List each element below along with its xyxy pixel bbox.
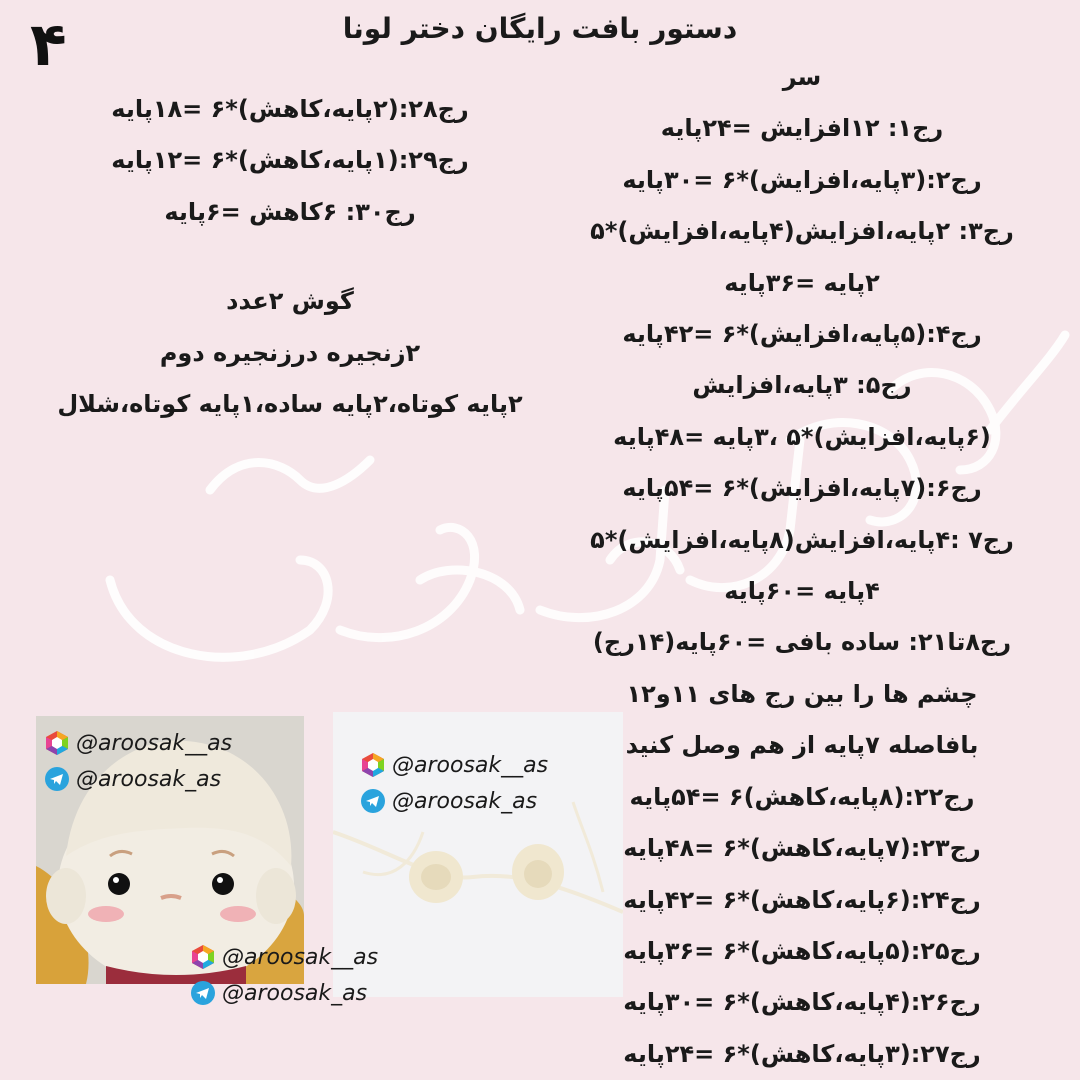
instruction-line: بافاصله ۷پایه از هم وصل کنید bbox=[625, 731, 979, 760]
instruction-line: (۶پایه،افزایش)*۵ ،۳پایه =۴۸پایه bbox=[613, 422, 991, 451]
telegram-handle[interactable] bbox=[360, 788, 537, 814]
instruction-line: رج۸تا۲۱: ساده بافی =۶۰پایه(۱۴رج) bbox=[592, 628, 1012, 657]
telegram-icon bbox=[360, 788, 386, 814]
instruction-line: رج۴:(۵پایه،افزایش)*۶ =۴۲پایه bbox=[622, 320, 982, 349]
instruction-line: رج۷ :۴پایه،افزایش(۸پایه،افزایش)*۵ bbox=[590, 525, 1014, 554]
telegram-icon bbox=[190, 980, 216, 1006]
telegram-handle-text: @aroosak_as bbox=[222, 980, 368, 1006]
head-instructions bbox=[552, 52, 1052, 1080]
instruction-line: رج۶:(۷پایه،افزایش)*۶ =۵۴پایه bbox=[622, 474, 982, 503]
instruction-line: ۲پایه کوتاه،۲پایه ساده،۱پایه کوتاه،شلال bbox=[57, 390, 523, 419]
instruction-line: رج۲۶:(۴پایه،کاهش)*۶ =۳۰پایه bbox=[623, 988, 981, 1017]
instruction-line: رج۲۸:(۲پایه،کاهش)*۶ =۱۸پایه bbox=[111, 95, 469, 123]
instruction-line: ۲پایه =۳۶پایه bbox=[724, 268, 880, 297]
instruction-line: رج۲۷:(۳پایه،کاهش)*۶ =۲۴پایه bbox=[623, 1039, 981, 1068]
instruction-line: رج۲۴:(۶پایه،کاهش)*۶ =۴۲پایه bbox=[623, 885, 981, 914]
instruction-line: ۲زنجیره درزنجیره دوم bbox=[159, 338, 421, 367]
telegram-handle-text: @aroosak_as bbox=[76, 766, 222, 792]
instruction-line: رج۵: ۳پایه،افزایش bbox=[692, 371, 912, 400]
brand-hexagon-icon bbox=[44, 730, 70, 756]
instagram-handle[interactable] bbox=[44, 730, 232, 756]
instruction-line: رج۲:(۳پایه،افزایش)*۶ =۳۰پایه bbox=[622, 165, 982, 194]
page-number: ۴ bbox=[30, 10, 67, 80]
ear-instructions bbox=[40, 84, 540, 430]
instruction-line: رج۳: ۲پایه،افزایش(۴پایه،افزایش)*۵ bbox=[590, 217, 1014, 246]
instruction-line: رج۲۲:(۸پایه،کاهش)۶ =۵۴پایه bbox=[629, 782, 975, 811]
instruction-line: رج۱: ۱۲افزایش =۲۴پایه bbox=[660, 114, 944, 143]
brand-hexagon-icon bbox=[190, 944, 216, 970]
instruction-line: چشم ها را بین رج های ۱۱و۱۲ bbox=[626, 679, 978, 708]
telegram-handle[interactable] bbox=[44, 766, 221, 792]
instruction-line: سر bbox=[782, 63, 822, 91]
page-title: دستور بافت رایگان دختر لونا bbox=[342, 12, 738, 45]
instruction-line: رج۲۳:(۷پایه،کاهش)*۶ =۴۸پایه bbox=[623, 834, 981, 863]
telegram-handle[interactable] bbox=[190, 980, 367, 1006]
brand-hexagon-icon bbox=[360, 752, 386, 778]
telegram-icon bbox=[44, 766, 70, 792]
instagram-handle-text: @aroosak__as bbox=[222, 944, 379, 970]
instruction-line: رج۲۵:(۵پایه،کاهش)*۶ =۳۶پایه bbox=[623, 936, 981, 965]
telegram-handle-text: @aroosak_as bbox=[392, 788, 538, 814]
instruction-line: رج۲۹:(۱پایه،کاهش)*۶ =۱۲پایه bbox=[111, 146, 469, 175]
instruction-line: رج۳۰: ۶کاهش =۶پایه bbox=[164, 197, 416, 226]
instagram-handle-text: @aroosak__as bbox=[76, 730, 233, 756]
section-heading: گوش ۲عدد bbox=[226, 287, 354, 316]
instagram-handle[interactable] bbox=[360, 752, 548, 778]
instagram-handle[interactable] bbox=[190, 944, 378, 970]
instagram-handle-text: @aroosak__as bbox=[392, 752, 549, 778]
instruction-line: ۴پایه =۶۰پایه bbox=[724, 577, 880, 606]
